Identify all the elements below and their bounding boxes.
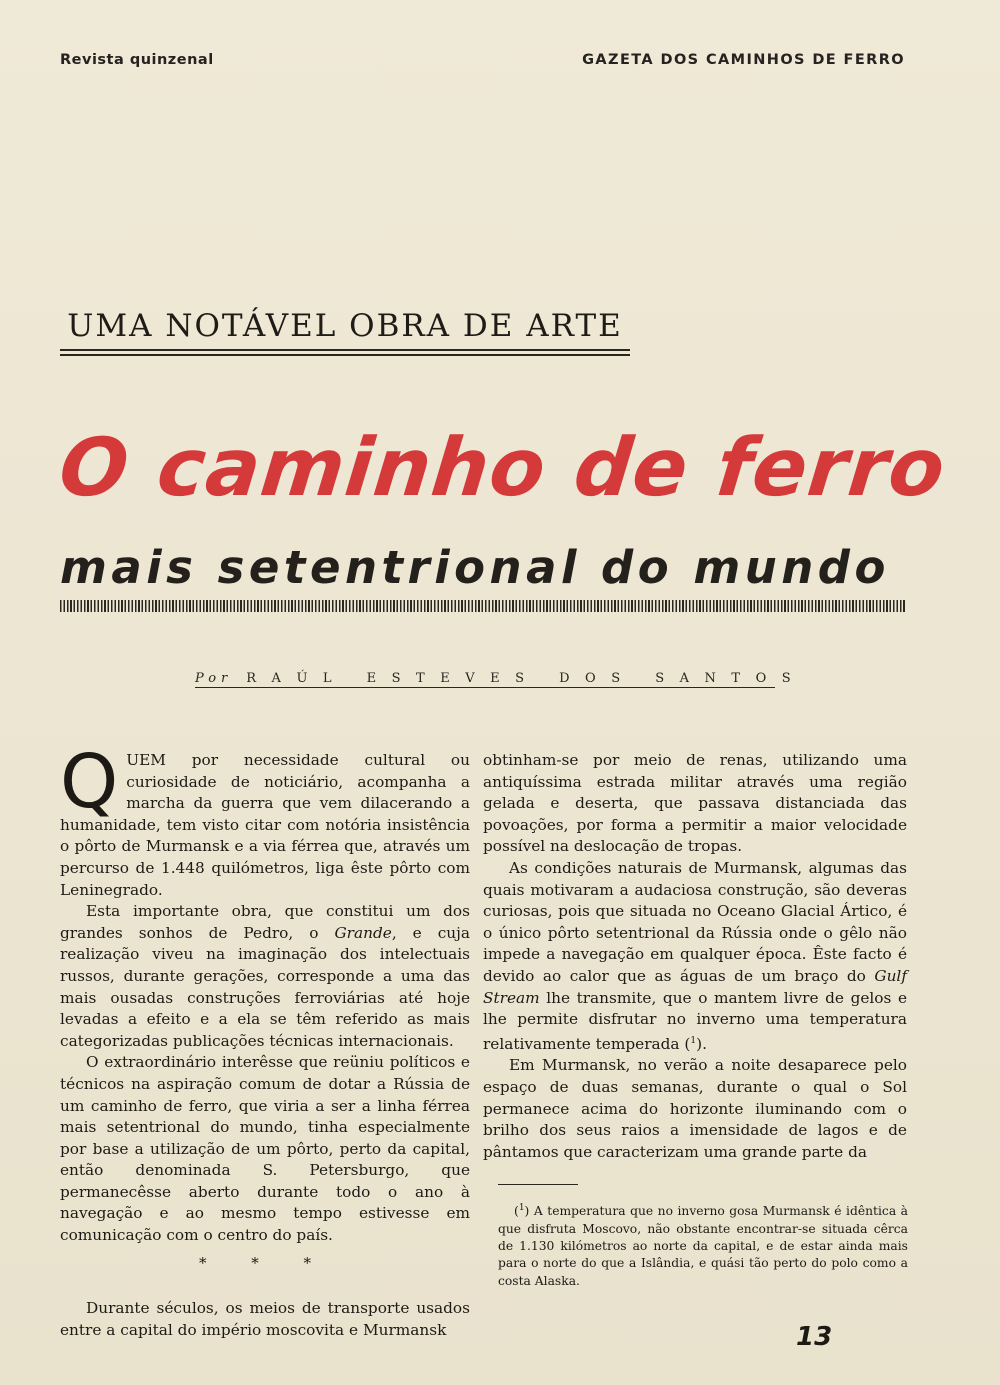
kicker-underline [60, 349, 630, 351]
paragraph: obtinham-se por meio de renas, utilizando uma antiquíssima estrada militar através uma região gelada e deserta, que passava distanciada das povoações, por forma a permitir a maior velocidade possível na deslocação de tropas. [483, 751, 907, 856]
paragraph-text: lhe transmite, que o mantem livre de gelos e lhe permite disfrutar no inverno uma temperatura relativamente temperada ( [483, 988, 907, 1053]
byline [195, 671, 807, 686]
emphasis-text: Gulf Stream [483, 966, 907, 1007]
footnote-mark-number: 1 [518, 1203, 525, 1213]
paragraph: O extraordinário interêsse que reüniu políticos e técnicos na aspiração comum de dotar a Rússia de um caminho de ferro, que viria a ser a linha férrea mais setentrional do mundo, tinha especialmente por base a utilização de um pôrto, perto da capital, então denominada S. Petersburgo, que permanecêsse aberto durante todo o ano à navegação e ao mesmo tempo estivesse em comunicação com o centro do país. [60, 1053, 470, 1245]
page-number: 13 [796, 1322, 833, 1352]
article-title-main: O caminho de ferro [55, 421, 951, 514]
drop-cap: Q [60, 739, 119, 825]
footnote-text [498, 1200, 908, 1290]
byline-por: Por [195, 671, 233, 686]
byline-author: RAÚL ESTEVES DOS SANTOS [246, 671, 807, 686]
header-periodicity: Revista quinzenal [60, 52, 214, 68]
paragraph [483, 858, 907, 1055]
article-title-sub: mais setentrional do mundo [60, 541, 890, 594]
paragraph: Durante séculos, os meios de transporte usados entre a capital do império moscovita e Murmansk [60, 1299, 470, 1339]
paragraph-intro [60, 739, 470, 901]
footnote-rule [498, 1184, 578, 1185]
header-magazine-title: GAZETA DOS CAMINHOS DE FERRO [582, 52, 905, 68]
paragraph: Em Murmansk, no verão a noite desaparece pelo espaço de duas semanas, durante o qual o Sol permanece acima do horizonte iluminando com o brilho dos seus raios a imensidade de lagos e de pântamos que caracterizam uma grande parte da [483, 1056, 907, 1161]
section-kicker: UMA NOTÁVEL OBRA DE ARTE [67, 308, 623, 344]
footnote [498, 1200, 908, 1290]
paragraph-text: As condições naturais de Murmansk, algumas das quais motivaram a audaciosa construção, são deveras curiosas, pois que situada no Oceano Glacial Ártico, é o único pôrto setentrional da Rússia onde o gêlo não impede a navegação em qualquer época. Êste facto é devido ao calor que as águas de um braço do [483, 858, 907, 985]
paragraph-text: , e cuja realização viveu na imaginação dos intelectuais russos, durante gerações, corresponde a uma das mais ousadas construções ferroviárias até hoje levadas a efeito e a ela se têm referido as mais categorizadas publicações técnicas internacionais. [60, 923, 470, 1050]
article-column-2 [483, 750, 907, 1163]
article-column-1 [60, 739, 470, 1341]
footnote-mark: ( [514, 1204, 519, 1219]
footnote-mark: ) [524, 1204, 530, 1219]
paragraph-intro-text: UEM por necessidade cultural ou curiosidade de noticiário, acompanha a marcha da guerra que vem dilacerando a humanidade, tem visto citar com notória insistência o pôrto de Murmansk e a via férrea que, através um percurso de 1.448 quilómetros, liga êste pôrto com Leninegrado. [60, 751, 470, 899]
paragraph-text: Esta importante obra, que constitui um dos grandes sonhos de Pedro, o [60, 902, 470, 942]
title-hatched-rule [60, 600, 906, 612]
byline-underline [195, 687, 775, 688]
paragraph [60, 901, 470, 1052]
emphasis-text: Grande [334, 923, 392, 942]
footnote-body: A temperatura que no inverno gosa Murmansk é idêntica à que disfruta Moscovo, não obstante encontrar-se situada cêrca de 1.130 kilómetros ao norte da capital, e de estar ainda mais para o norte do que a Islândia, e quási tão perto do polo como a costa Alaska. [498, 1204, 908, 1288]
paragraph-text: ). [696, 1034, 707, 1053]
kicker-underline-2 [60, 354, 630, 356]
section-separator: * * * [198, 1253, 332, 1272]
footnote-reference: 1 [690, 1035, 697, 1046]
